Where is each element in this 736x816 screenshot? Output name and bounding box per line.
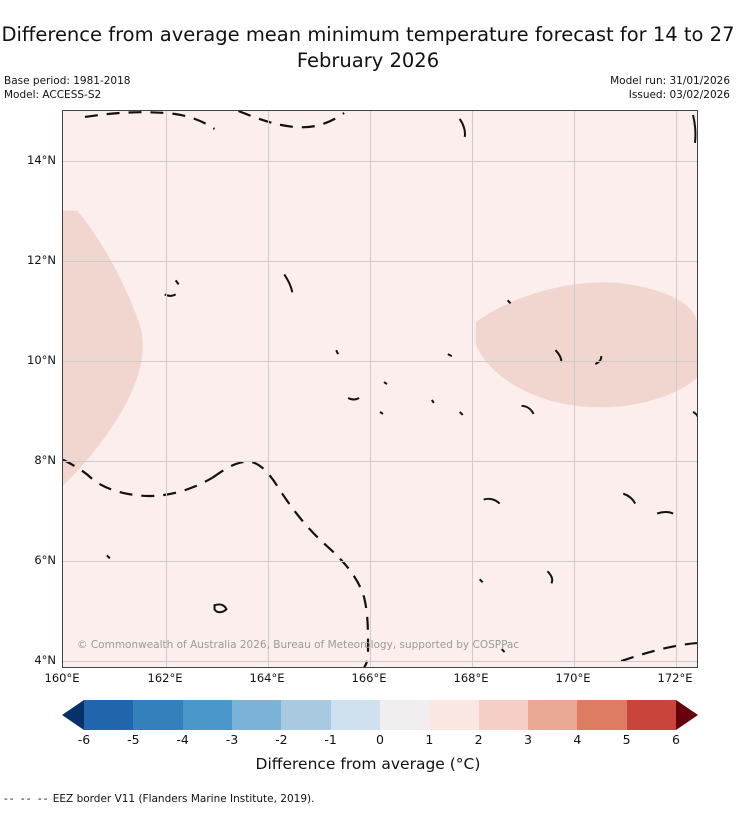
colorbar-tick-4: 4 bbox=[573, 732, 582, 747]
gridline-lat-4 bbox=[63, 661, 697, 662]
model-run-text: Model run: 31/01/2026 bbox=[610, 75, 730, 87]
issued-text: Issued: 03/02/2026 bbox=[628, 89, 730, 101]
colorbar-tick-6: 6 bbox=[672, 732, 680, 747]
colorbar-segment-6 bbox=[380, 700, 429, 730]
gridline-lat-14 bbox=[63, 161, 697, 162]
page-title: Difference from average mean minimum temperature forecast for 14 to 27 February 2026 bbox=[1, 23, 735, 72]
gridline-lon-170 bbox=[574, 111, 575, 667]
eez-dash-key: -- -- -- bbox=[4, 793, 50, 805]
colorbar-segment-5 bbox=[331, 700, 380, 730]
gridline-lat-12 bbox=[63, 261, 697, 262]
gridline-lat-8 bbox=[63, 461, 697, 462]
ytick-6N: 6°N bbox=[34, 553, 56, 567]
colorbar-segment-0 bbox=[84, 700, 133, 730]
colorbar-tick--5: -5 bbox=[127, 732, 140, 747]
ytick-12N: 12°N bbox=[27, 253, 56, 267]
footnote bbox=[4, 793, 314, 805]
colorbar-segment-3 bbox=[232, 700, 281, 730]
colorbar-tick-0: 0 bbox=[376, 732, 384, 747]
colorbar-tick-5: 5 bbox=[622, 732, 631, 747]
colorbar-segments bbox=[84, 700, 676, 730]
colorbar-segment-7 bbox=[429, 700, 478, 730]
ytick-10N: 10°N bbox=[27, 353, 56, 367]
base-period-text: Base period: 1981-2018 bbox=[4, 75, 131, 87]
colorbar-tick--1: -1 bbox=[324, 732, 337, 747]
colorbar-segment-2 bbox=[183, 700, 232, 730]
colorbar-segment-9 bbox=[528, 700, 577, 730]
gridline-lat-6 bbox=[63, 561, 697, 562]
colorbar-segment-1 bbox=[133, 700, 182, 730]
colorbar-over-arrow bbox=[676, 700, 698, 730]
colorbar-label: Difference from average (°C) bbox=[255, 755, 481, 773]
xtick-168E: 168°E bbox=[453, 671, 489, 685]
map-credit: © Commonwealth of Australia 2026, Bureau of Meteorology, supported by COSPPac bbox=[77, 639, 520, 651]
colorbar-segment-4 bbox=[281, 700, 330, 730]
ytick-8N: 8°N bbox=[34, 453, 56, 467]
meta-right bbox=[610, 74, 730, 102]
colorbar-tick--6: -6 bbox=[77, 732, 91, 747]
colorbar-tick--2: -2 bbox=[275, 732, 288, 747]
colorbar-segment-11 bbox=[627, 700, 676, 730]
colorbar-tick--4: -4 bbox=[176, 732, 189, 747]
gridline-lon-162 bbox=[166, 111, 167, 667]
map-plot-area bbox=[62, 110, 698, 668]
xtick-170E: 170°E bbox=[555, 671, 591, 685]
xtick-172E: 172°E bbox=[657, 671, 693, 685]
colorbar-segment-10 bbox=[577, 700, 626, 730]
gridline-lon-166 bbox=[370, 111, 371, 667]
map-canvas bbox=[63, 111, 697, 667]
colorbar bbox=[62, 700, 698, 732]
ytick-4N: 4°N bbox=[34, 653, 56, 667]
xtick-166E: 166°E bbox=[351, 671, 387, 685]
xtick-162E: 162°E bbox=[147, 671, 183, 685]
colorbar-tick-2: 2 bbox=[474, 732, 483, 747]
colorbar-tick-1: 1 bbox=[425, 732, 434, 747]
xtick-160E: 160°E bbox=[44, 671, 80, 685]
colorbar-tick-3: 3 bbox=[524, 732, 532, 747]
colorbar-tick--3: -3 bbox=[225, 732, 239, 747]
model-text: Model: ACCESS-S2 bbox=[4, 89, 102, 101]
xtick-164E: 164°E bbox=[249, 671, 285, 685]
gridline-lon-172 bbox=[676, 111, 677, 667]
ytick-14N: 14°N bbox=[27, 153, 56, 167]
footnote-text: EEZ border V11 (Flanders Marine Institute, 2019). bbox=[52, 793, 315, 805]
gridline-lon-168 bbox=[472, 111, 473, 667]
gridline-lon-164 bbox=[268, 111, 269, 667]
gridline-lat-10 bbox=[63, 361, 697, 362]
colorbar-segment-8 bbox=[479, 700, 528, 730]
meta-left bbox=[4, 74, 130, 102]
colorbar-under-arrow bbox=[62, 700, 84, 730]
